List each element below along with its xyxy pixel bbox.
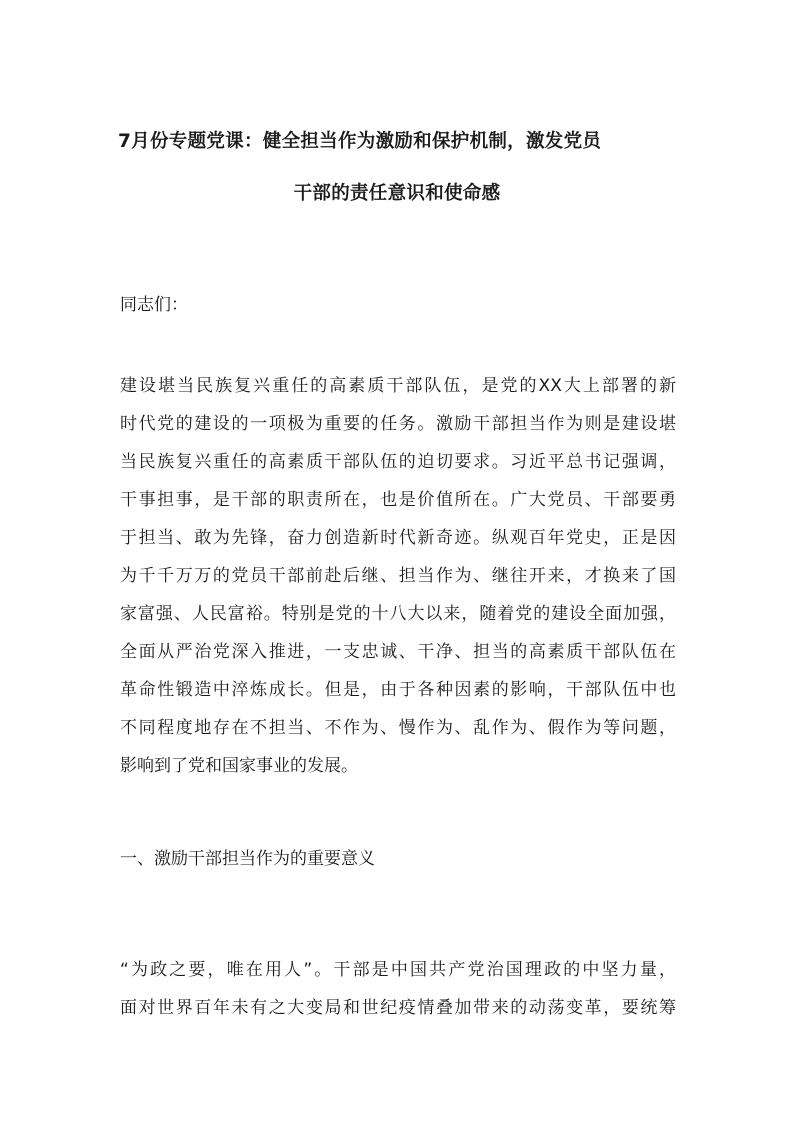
paragraph-line: 革命性锻造中淬炼成长。但是，由于各种因素的影响，干部队伍中也 bbox=[120, 680, 676, 700]
paragraph-line: 时代党的建设的一项极为重要的任务。激励干部担当作为则是建设堪 bbox=[120, 414, 676, 434]
paragraph-line: 于担当、敢为先锋，奋力创造新时代新奇迹。纵观百年党史，正是因 bbox=[120, 528, 676, 548]
paragraph-line: 当民族复兴重任的高素质干部队伍的迫切要求。习近平总书记强调， bbox=[120, 452, 676, 472]
document-title-line-1: 7月份专题党课：健全担当作为激励和保护机制，激发党员 bbox=[118, 131, 602, 152]
paragraph-line: 为千千万万的党员干部前赴后继、担当作为、继往开来，才换来了国 bbox=[120, 566, 676, 586]
document-title-line-2: 干部的责任意识和使命感 bbox=[293, 183, 501, 204]
paragraph-line: 干事担事，是干部的职责所在，也是价值所在。广大党员、干部要勇 bbox=[120, 490, 676, 510]
section-heading: 一、激励干部担当作为的重要意义 bbox=[120, 849, 375, 869]
paragraph-line: 不同程度地存在不担当、不作为、慢作为、乱作为、假作为等问题， bbox=[120, 718, 676, 738]
paragraph-line: 家富强、人民富裕。特别是党的十八大以来，随着党的建设全面加强， bbox=[120, 604, 676, 624]
paragraph-line: 面对世界百年未有之大变局和世纪疫情叠加带来的动荡变革，要统筹 bbox=[120, 998, 676, 1018]
paragraph-line: 建设堪当民族复兴重任的高素质干部队伍，是党的XX大上部署的新 bbox=[120, 376, 676, 396]
paragraph-line: 全面从严治党深入推进，一支忠诚、干净、担当的高素质干部队伍在 bbox=[120, 642, 676, 662]
greeting: 同志们： bbox=[120, 295, 188, 315]
paragraph-line: 影响到了党和国家事业的发展。 bbox=[120, 756, 358, 776]
paragraph-line: “为政之要，唯在用人”。干部是中国共产党治国理政的中坚力量， bbox=[120, 960, 676, 980]
